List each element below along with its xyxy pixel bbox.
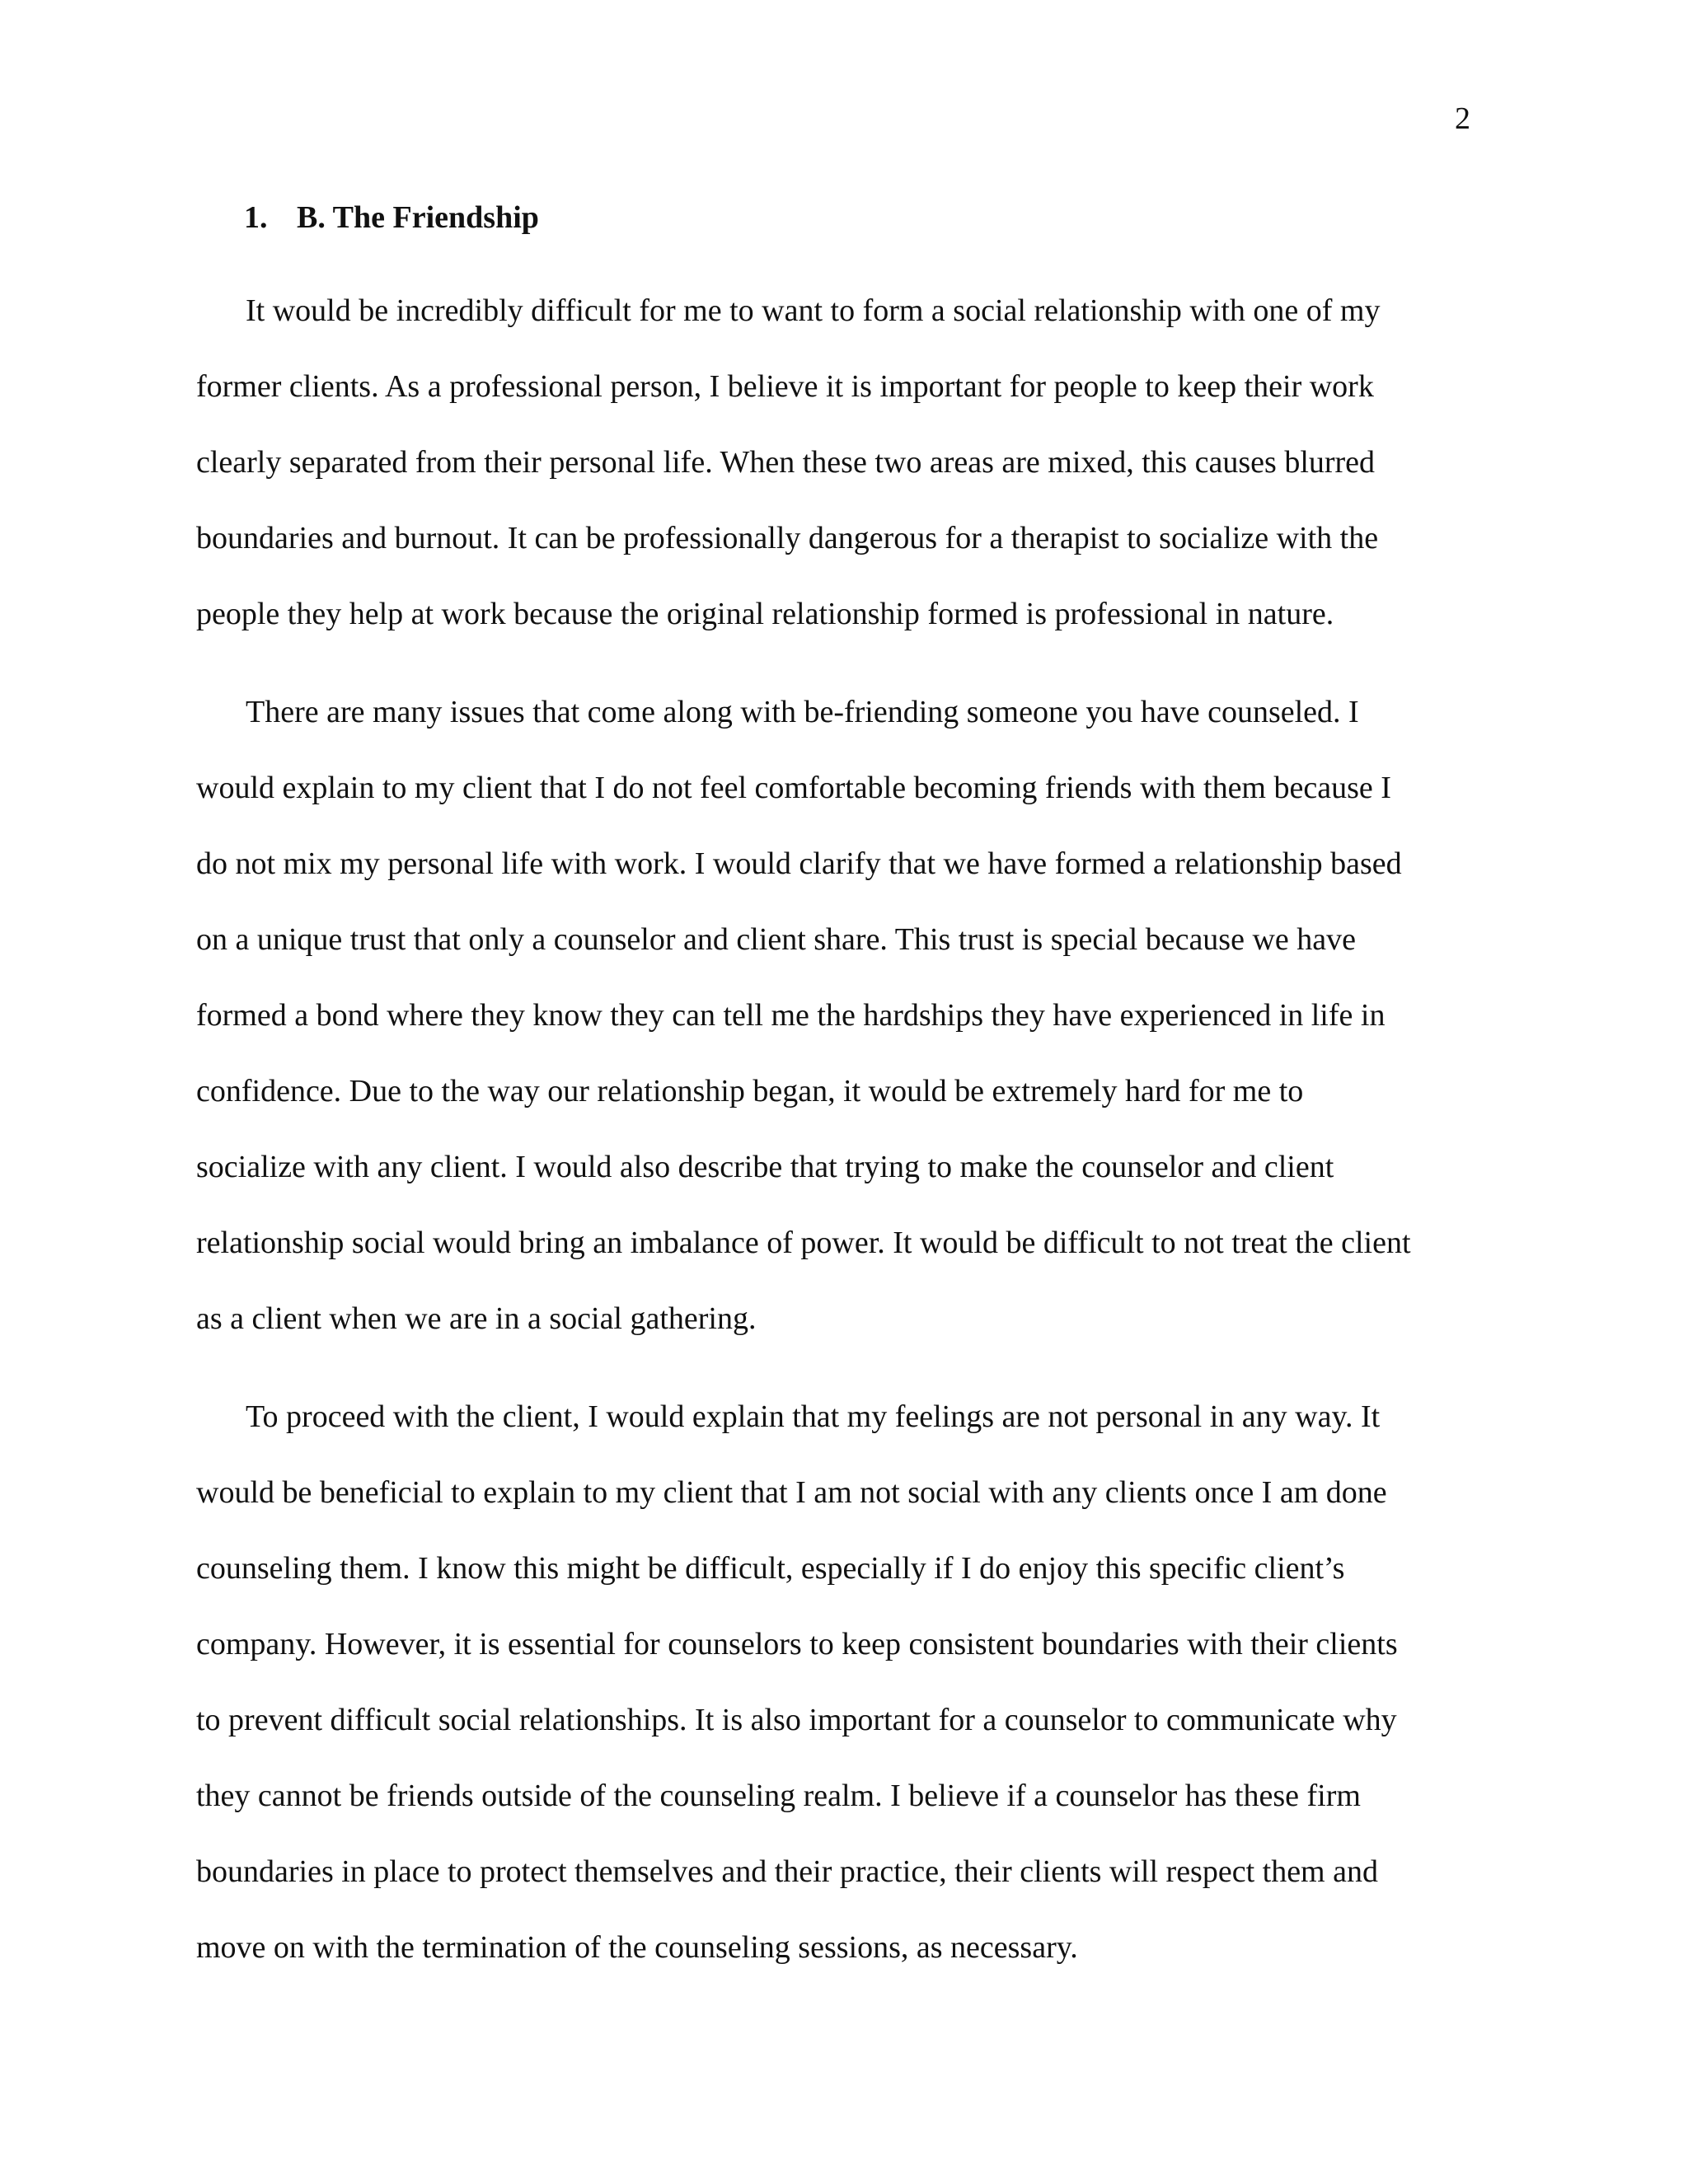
paragraph-line: do not mix my personal life with work. I would clarify that we have formed a relationship based: [196, 846, 1402, 881]
paragraph-line: relationship social would bring an imbalance of power. It would be difficult to not treat the client: [196, 1226, 1411, 1260]
paragraph-line: move on with the termination of the counseling sessions, as necessary.: [196, 1930, 1078, 1965]
paragraph-line: There are many issues that come along with be-friending someone you have counseled. I: [246, 695, 1359, 729]
paragraph-line: company. However, it is essential for counselors to keep consistent boundaries with their clients: [196, 1627, 1398, 1661]
paragraph-line: To proceed with the client, I would explain that my feelings are not personal in any way. It: [246, 1399, 1381, 1434]
section-number: 1.: [244, 200, 268, 235]
section-title: B. The Friendship: [297, 200, 539, 235]
paragraph-line: would explain to my client that I do not feel comfortable becoming friends with them because I: [196, 771, 1391, 805]
paragraph-line: formed a bond where they know they can tell me the hardships they have experienced in life in: [196, 998, 1386, 1033]
paragraph-line: they cannot be friends outside of the counseling realm. I believe if a counselor has these firm: [196, 1779, 1361, 1813]
paragraph-line: former clients. As a professional person, I believe it is important for people to keep their work: [196, 369, 1374, 404]
page-number: 2: [1455, 101, 1470, 136]
paragraph-line: It would be incredibly difficult for me to want to form a social relationship with one of my: [246, 293, 1381, 328]
paragraph-line: would be beneficial to explain to my client that I am not social with any clients once I am done: [196, 1475, 1387, 1510]
section-heading: [244, 198, 539, 237]
paragraph-line: socialize with any client. I would also describe that trying to make the counselor and client: [196, 1150, 1334, 1184]
paragraph-line: people they help at work because the original relationship formed is professional in nature.: [196, 597, 1334, 631]
paragraph-line: to prevent difficult social relationships. It is also important for a counselor to communicate why: [196, 1703, 1397, 1737]
paragraph-line: as a client when we are in a social gathering.: [196, 1301, 757, 1336]
paragraph-line: boundaries and burnout. It can be professionally dangerous for a therapist to socialize with the: [196, 521, 1379, 555]
paragraph-line: boundaries in place to protect themselves and their practice, their clients will respect them and: [196, 1854, 1378, 1889]
paragraph-line: on a unique trust that only a counselor and client share. This trust is special because we have: [196, 922, 1357, 957]
paragraph-line: clearly separated from their personal life. When these two areas are mixed, this causes blurred: [196, 445, 1376, 480]
paragraph-line: counseling them. I know this might be difficult, especially if I do enjoy this specific client’s: [196, 1551, 1345, 1586]
paragraph-line: confidence. Due to the way our relationship began, it would be extremely hard for me to: [196, 1074, 1304, 1108]
